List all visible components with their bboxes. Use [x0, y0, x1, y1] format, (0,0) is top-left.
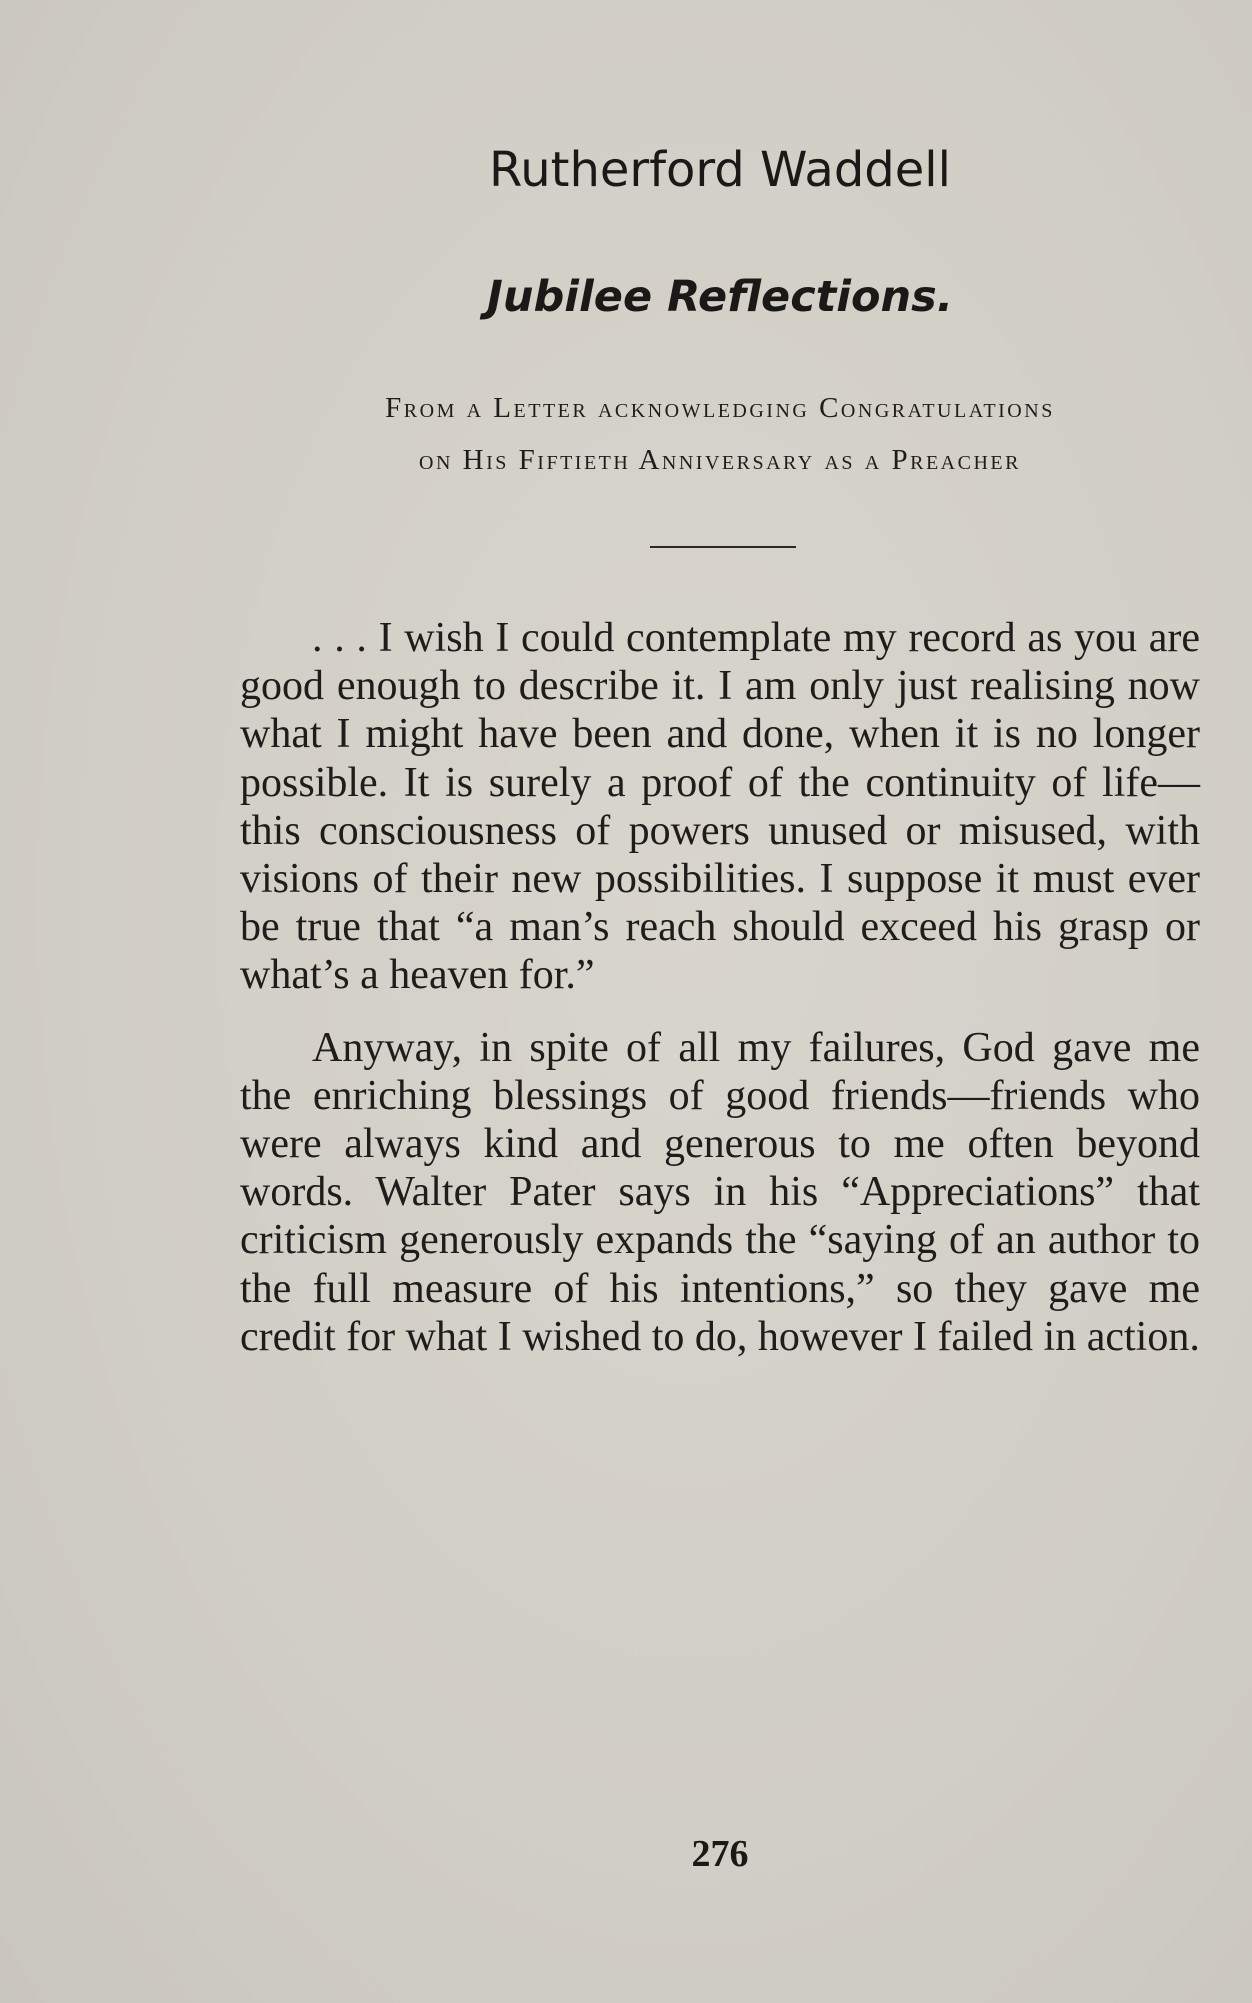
- paragraph-2: Anyway, in spite of all my failures, God gave me the enriching blessings of good friends—friends who were always kind and generous to me often beyond words. Walter Pater says in his “Appreciations” that criticism generously expands the “saying of an author to the full measure of his intentions,” so they gave me credit for what I wished to do, however I failed in action.: [240, 1024, 1200, 1360]
- running-head: Rutherford Waddell: [489, 142, 951, 198]
- divider-rule: [650, 546, 796, 548]
- section-subtitle: [240, 382, 1200, 486]
- subtitle-line-1: From a Letter acknowledging Congratulations: [385, 392, 1055, 424]
- letter-body: [240, 614, 1200, 1361]
- section-title: Jubilee Reflections.: [486, 272, 954, 322]
- subtitle-line-2: on His Fiftieth Anniversary as a Preacher: [419, 444, 1021, 476]
- page-number: 276: [691, 1833, 749, 1875]
- paragraph-1: . . . I wish I could contemplate my record as you are good enough to describe it. I am only just realising now what I might have been and done, when it is no longer possible. It is surely a proof of the continuity of life—this consciousness of powers unused or misused, with visions of their new possibilities. I suppose it must ever be true that “a man’s reach should exceed his grasp or what’s a heaven for.”: [240, 615, 1200, 999]
